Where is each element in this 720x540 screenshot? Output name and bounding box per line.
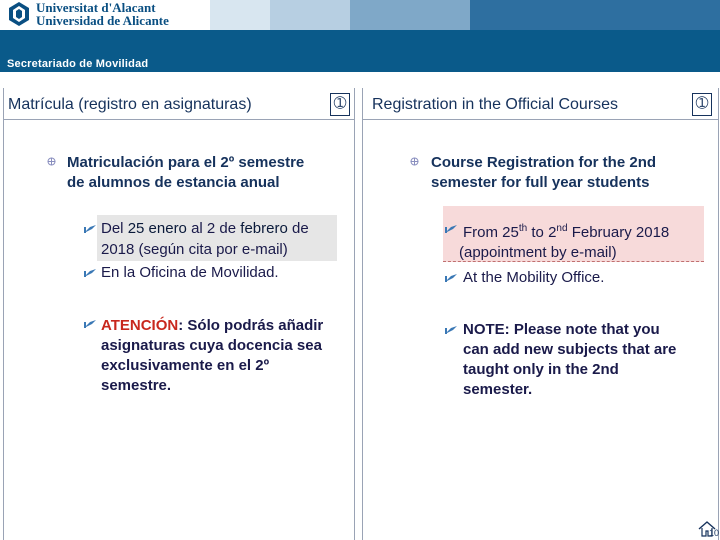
diamond-bullet-icon	[47, 157, 56, 166]
right-note-line-2: can add new subjects that are	[463, 341, 677, 358]
left-item-1-pre: Del	[101, 220, 128, 237]
left-item-1-date-1: 25 enero	[127, 220, 187, 237]
university-logo-icon	[8, 1, 30, 27]
university-name-valencian: Universitat d'Alacant	[36, 0, 156, 15]
diamond-bullet-icon	[410, 157, 419, 166]
note-label: NOTE	[463, 321, 505, 338]
right-title: Registration in the Official Courses	[372, 96, 619, 113]
left-note-line-3: exclusivamente en el 2º	[101, 357, 270, 374]
left-item-1-date-2: febrero	[240, 220, 288, 237]
left-item-1-post: de	[287, 220, 309, 237]
left-note-line-1	[101, 316, 323, 335]
left-note-line-4: semestre.	[101, 377, 172, 394]
left-heading-line-1: Matriculación para el 2º semestre	[67, 154, 305, 171]
arrow-bullet-icon	[444, 273, 458, 283]
university-name-spanish: Universidad de Alicante	[36, 13, 169, 28]
left-item-2: En la Oficina de Movilidad.	[101, 264, 279, 281]
arrow-bullet-icon	[444, 325, 458, 335]
right-note-line-4: semester.	[463, 381, 533, 398]
header-logo-area	[0, 0, 720, 30]
right-title-rule	[362, 119, 719, 120]
right-item-1-post: February 2018	[567, 224, 670, 241]
department-name: Secretariado de Movilidad	[7, 58, 149, 70]
document-icon: ➀	[330, 93, 350, 116]
arrow-bullet-icon	[83, 268, 97, 278]
right-item-1-sup-1: th	[518, 223, 528, 234]
right-item-1-line-1	[463, 219, 669, 243]
arrow-bullet-icon	[83, 319, 97, 329]
header-strip	[210, 0, 270, 30]
arrow-bullet-icon	[444, 224, 458, 234]
header-strip	[350, 0, 470, 30]
right-item-1-line-2: (appointment by e-mail)	[459, 244, 617, 261]
page-number: 10	[709, 528, 720, 538]
right-note-line-1	[463, 320, 660, 339]
left-item-1-line-1	[101, 219, 309, 239]
right-note-line-3: taught only in the 2nd	[463, 361, 619, 378]
header-strip	[470, 0, 720, 30]
right-note-line-1-rest: : Please note that you	[504, 321, 660, 338]
left-note-line-2: asignaturas cuya docencia sea	[101, 337, 322, 354]
right-heading-line-1: Course Registration for the 2nd	[431, 154, 657, 171]
right-item-1-sup-2: nd	[556, 223, 568, 234]
right-heading-line-2: semester for full year students	[431, 174, 650, 191]
left-title-rule	[3, 119, 355, 120]
left-heading-line-2: de alumnos de estancia anual	[67, 174, 280, 191]
left-title: Matrícula (registro en asignaturas)	[8, 96, 252, 113]
header-strip	[270, 0, 350, 30]
left-note-line-1-rest: : Sólo podrás añadir	[178, 317, 324, 334]
right-item-1-num-1: 25	[502, 224, 519, 241]
right-item-1-pre: From	[463, 224, 503, 241]
attention-label: ATENCIÓN	[101, 317, 179, 334]
header-bar	[0, 0, 720, 72]
left-item-1-line-2: 2018 (según cita por e-mail)	[101, 241, 288, 258]
right-item-1-num-2: 2	[548, 224, 557, 241]
document-icon: ➀	[692, 93, 712, 116]
right-item-1-mid: to	[527, 224, 549, 241]
left-item-1-mid: al 2 de	[186, 220, 241, 237]
arrow-bullet-icon	[83, 224, 97, 234]
right-item-2: At the Mobility Office.	[463, 269, 605, 286]
